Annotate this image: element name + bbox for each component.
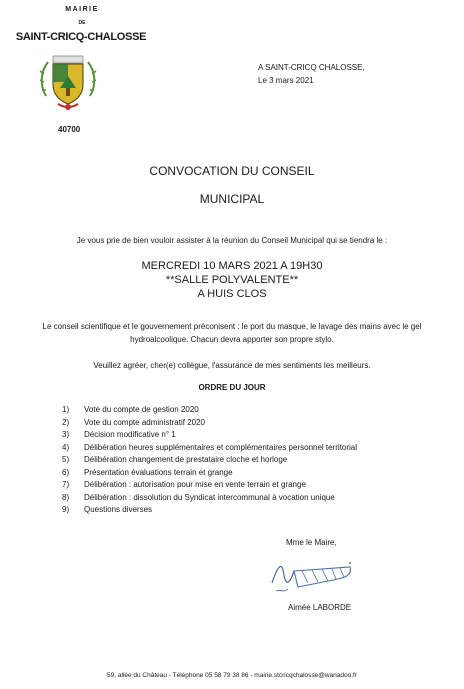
agenda-item-text: Délibération changement de prestataire cloche et horloge <box>84 455 288 464</box>
meeting-details <box>0 259 464 301</box>
document-title-line1: CONVOCATION DU CONSEIL <box>149 164 315 178</box>
agenda-item-text: Délibération : autorisation pour mise en vente terrain et grange <box>84 480 306 489</box>
document-title-line2: MUNICIPAL <box>199 192 265 206</box>
agenda-item-text: Présentation évaluations terrain et grange <box>84 467 233 477</box>
meeting-venue: **SALLE POLYVALENTE** <box>165 274 299 286</box>
agenda-item-text: Décision modificative n° 1 <box>84 430 176 439</box>
agenda-item <box>62 492 357 505</box>
agenda-item-number: 6) <box>62 467 70 477</box>
agenda-item-text: Délibération : dissolution du Syndicat intercommunal à vocation unique <box>84 492 335 502</box>
closing-paragraph: Veuillez agréer, cher(e) collègue, l'assurance de mes sentiments les meilleurs. <box>93 361 371 370</box>
handwritten-signature-icon <box>268 553 358 597</box>
agenda-item-text: Vote du compte de gestion 2020 <box>84 405 199 414</box>
place-date <box>258 61 365 87</box>
agenda-item <box>62 467 357 480</box>
meeting-date: MERCREDI 10 MARS 2021 A 19H30 <box>141 260 323 272</box>
agenda-item-number: 4) <box>62 442 70 452</box>
agenda-item <box>62 479 357 492</box>
letterhead-postcode: 40700 <box>58 125 81 134</box>
agenda-item <box>62 504 357 517</box>
agenda-item-number: 9) <box>62 505 70 514</box>
agenda-item-text: Délibération heures supplémentaires et complémentaires personnel territorial <box>84 442 358 452</box>
letterhead-commune: SAINT-CRICQ-CHALOSSE <box>15 31 147 43</box>
agenda-item-number: 5) <box>62 455 70 464</box>
agenda-item <box>62 404 357 417</box>
letterhead-mairie: MAIRIE <box>65 6 99 13</box>
footer-contact: 59, allée du Château - Téléphone 05 58 79 38 86 - mairie.stcricqchalosse@wanadoo.fr <box>106 672 358 679</box>
agenda-item-number: 3) <box>62 430 70 439</box>
agenda-item-number: 8) <box>62 492 70 502</box>
agenda-list <box>62 404 357 517</box>
agenda-title: ORDRE DU JOUR <box>198 383 266 392</box>
agenda-item <box>62 417 357 430</box>
coat-of-arms-icon <box>36 52 100 114</box>
intro-text: Je vous prie de bien vouloir assister à la réunion du Conseil Municipal qui se tiendra le : <box>76 236 388 245</box>
agenda-item <box>62 454 357 467</box>
agenda-item-text: Vote du compte administratif 2020 <box>84 417 205 427</box>
agenda-item-text: Questions diverses <box>84 505 153 514</box>
place-line: A SAINT-CRICQ CHALOSSE, <box>258 63 365 72</box>
agenda-item <box>62 442 357 455</box>
agenda-item <box>62 429 357 442</box>
letterhead-de: DE <box>78 20 86 26</box>
date-line: Le 3 mars 2021 <box>258 76 314 85</box>
agenda-item-number: 2) <box>62 417 70 427</box>
agenda-item-number: 7) <box>62 480 70 489</box>
covid-paragraph: Le conseil scientifique et le gouvernement préconisent : le port du masque, le lavage des mains avec le gel hydroalcoolique. Chacun devra apporter son propre stylo. <box>42 322 422 344</box>
meeting-closed: A HUIS CLOS <box>197 288 267 300</box>
signature-salutation: Mme le Maire, <box>286 538 337 547</box>
signer-name: Aimée LABORDE <box>288 603 352 612</box>
agenda-item-number: 1) <box>62 405 70 414</box>
